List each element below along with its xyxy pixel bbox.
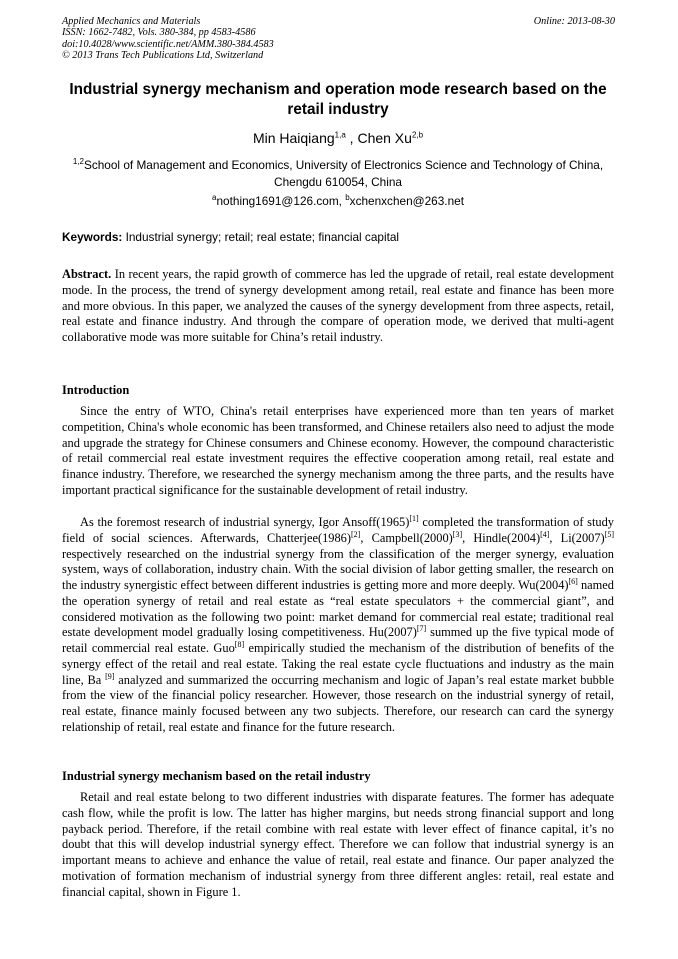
text-run: completed the transformation of study field of social sciences. Afterwards, Chatterjee(1986) <box>62 515 615 545</box>
author-2-sup: 2,b <box>411 130 424 140</box>
author-line <box>62 129 614 147</box>
author-1-sup: 1,a <box>334 130 346 140</box>
abstract-text: In recent years, the rapid growth of commerce has led the upgrade of retail, real estate development mode. In the process, the trend of synergy development among retail, real estate and finance has been more and more obvious. In this paper, we analyzed the causes of the synergy development from three aspects, retail, real estate and finance industry. And through the compare of operation mode, we derived that multi-agent collaborative mode was more suitable for China’s retail industry. <box>62 267 614 344</box>
copyright-line: © 2013 Trans Tech Publications Ltd, Switzerland <box>62 50 264 62</box>
citation-7: [7] <box>416 624 427 634</box>
email-a: nothing1691@126.com, <box>216 194 342 208</box>
email-a-sup: a <box>212 193 217 203</box>
author-1-name: Min Haiqiang <box>252 130 335 146</box>
keywords-label: Keywords: <box>62 230 123 244</box>
text-run: , Campbell(2000) <box>360 530 453 545</box>
affiliation-sup: 1,2 <box>72 157 84 167</box>
text-run: empirically studied the mechanism of the distribution of benefits of the synergy effect of the retail and real estate. Taking the real estate cycle fluctuations and industry as the main line, Ba <box>62 641 614 687</box>
issn-line: ISSN: 1662-7482, Vols. 380-384, pp 4583-4586 <box>62 27 256 39</box>
abstract <box>62 267 614 346</box>
author-separator: , <box>345 130 358 146</box>
affiliation <box>62 157 614 190</box>
citation-2: [2] <box>351 529 361 539</box>
citation-3: [3] <box>452 529 463 539</box>
citation-8: [8] <box>234 639 245 649</box>
abstract-label: Abstract. <box>62 267 112 281</box>
mechanism-heading: Industrial synergy mechanism based on the retail industry <box>62 769 371 783</box>
keywords <box>62 229 614 245</box>
author-2-name: Chen Xu <box>357 130 412 146</box>
intro-paragraph-1: Since the entry of WTO, China's retail enterprises have experienced more than ten years of market competition, China's whole economic has been transformed, and Chinese retailers also need to adjust the mode and upgrade the strategy for Chinese consumers and Chinese economy. However, the compound characteristic of retail commercial real estate investment requires the effective cooperation among retail, real estate and finance industry. Therefore, we researched the synergy mechanism among the three parts, and the results have important practical significance for the sustainable development of retail industry. <box>62 404 614 497</box>
text-run: As the foremost research of industrial synergy, Igor Ansoff(1965) <box>80 515 410 529</box>
mechanism-paragraph-1: Retail and real estate belong to two different industries with disparate features. The former has adequate cash flow, while the profit is low. The latter has higher margins, but needs strong financial support and long payback period. Therefore, if the retail combine with real estate with lever effect of finance capital, it’s no doubt that this will develop industrial synergy effect. Therefore we can follow that industrial synergy is an important means to achieve and enhance the value of retail, real estate and finance. Our paper analyzed the motivation of formation mechanism of industrial synergy from three different angles: retail, real estate and financial capital, shown in Figure 1. <box>62 790 614 899</box>
introduction-heading: Introduction <box>62 383 130 397</box>
affiliation-text: School of Management and Economics, University of Electronics Science and Technology of China, Chengdu 610054, China <box>83 158 604 189</box>
text-run: , Li(2007) <box>549 530 605 545</box>
email-line <box>62 193 614 209</box>
citation-4: [4] <box>540 529 550 539</box>
intro-paragraph-2 <box>62 515 614 736</box>
journal-header <box>62 16 274 62</box>
keywords-text: Industrial synergy; retail; real estate; financial capital <box>125 230 400 244</box>
text-run: respectively researched on the industrial synergy from the classification of the merger synergy, evaluation system, ways of collaboration, industry chain. With the social division of labor getting smaller, the research on the industry synergistic effect between different industries is getting more and more deeply. Wu(2004) <box>62 546 614 592</box>
text-run: summed up the five typical mode of retail commercial real estate. Guo <box>62 625 615 655</box>
email-b-sup: b <box>345 193 350 203</box>
text-run: named the operation synergy of retail and real estate as “real estate speculators + the commercial giant”, and considered motivation as the following two point: market demand for commercial real estate; traditional real estate development model gradually losing competitiveness. Hu(2007) <box>62 578 614 640</box>
citation-6: [6] <box>568 576 578 586</box>
text-run: , Hindle(2004) <box>462 530 541 545</box>
citation-5: [5] <box>604 529 615 539</box>
paper-title: Industrial synergy mechanism and operation mode research based on the retail industry <box>69 81 607 118</box>
email-b: xchenxchen@263.net <box>349 194 464 208</box>
online-date: Online: 2013-08-30 <box>533 16 615 27</box>
text-run: analyzed and summarized the occurring mechanism and logic of Japan’s real estate market bubble from the view of the financial policy researcher. However, those research on the industrial synergy of retail, real estate, finance mainly focused between any two subjects. Therefore, our research can card the synergy relationship of retail, real estate and finance for the future research. <box>62 672 615 734</box>
citation-1: [1] <box>409 513 419 523</box>
doi-line: doi:10.4028/www.scientific.net/AMM.380-384.4583 <box>62 38 274 50</box>
journal-name: Applied Mechanics and Materials <box>62 16 201 27</box>
citation-9: [9] <box>105 671 115 681</box>
